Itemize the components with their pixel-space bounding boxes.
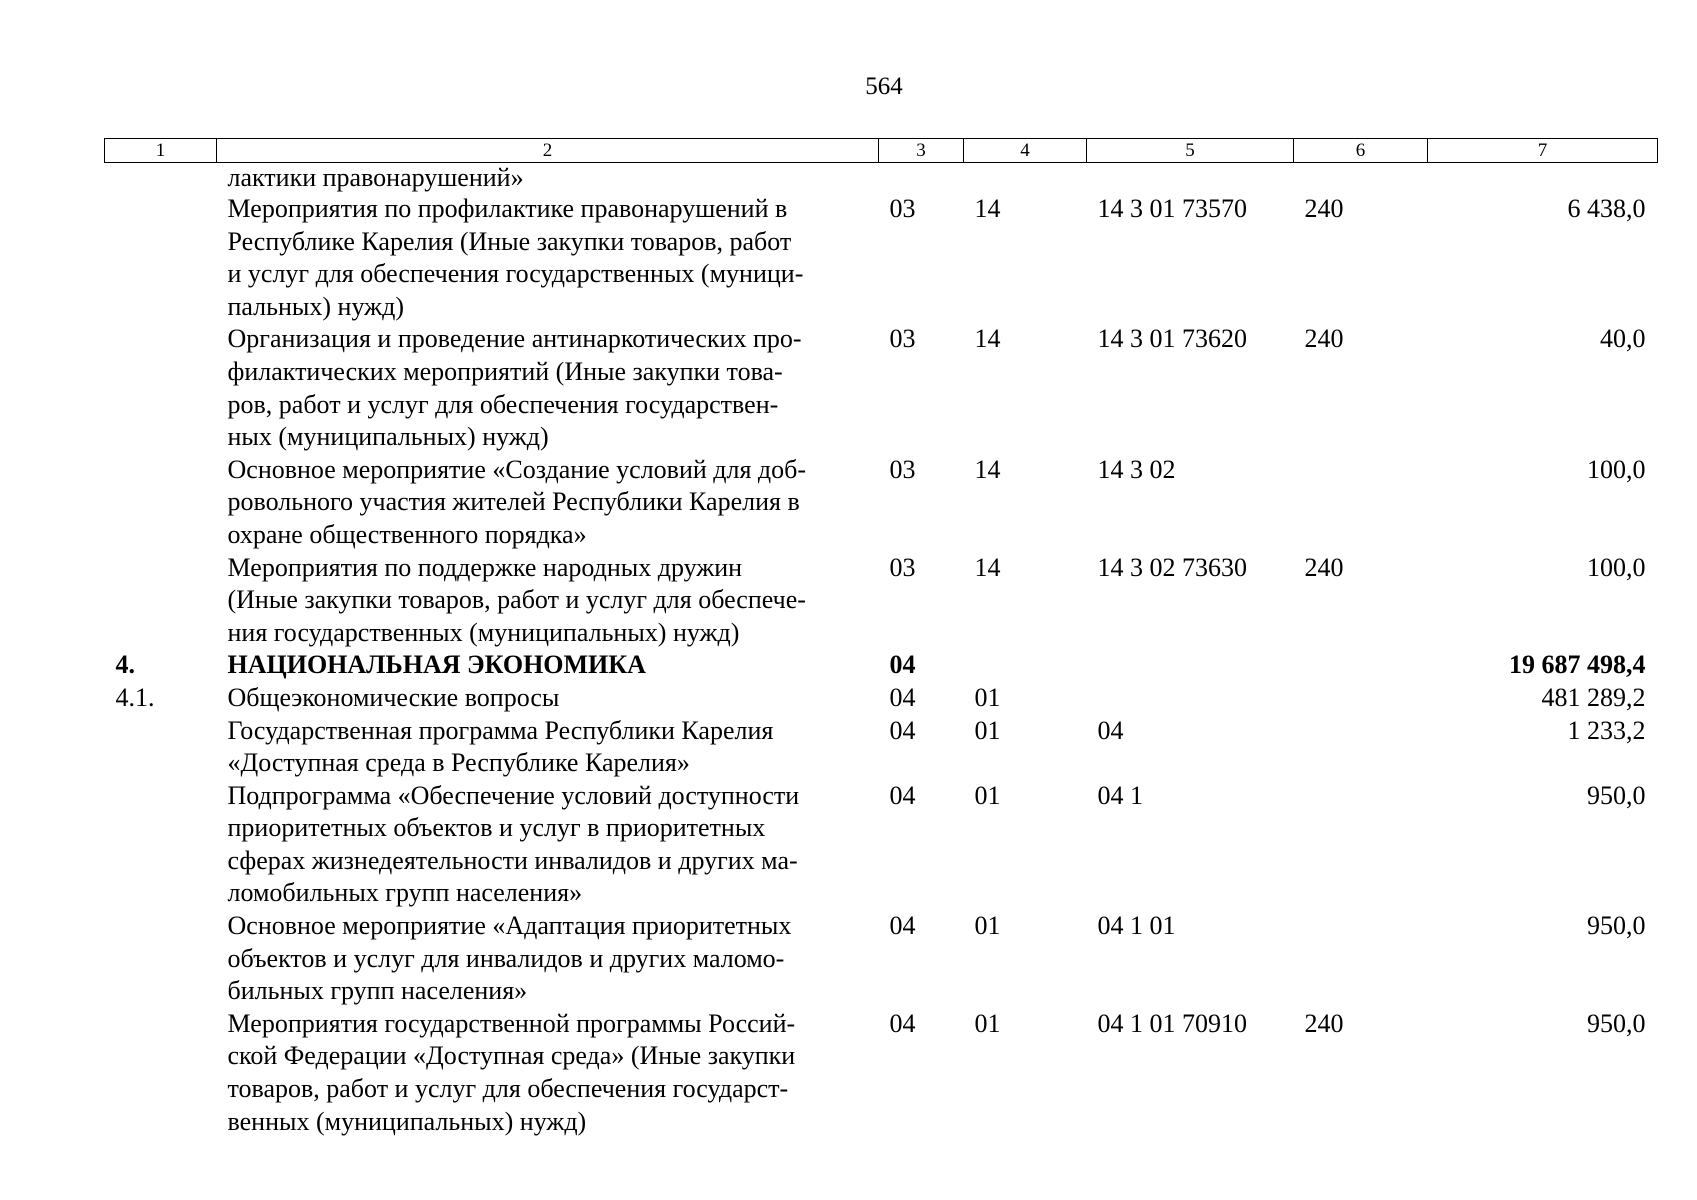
section-code: 04 (889, 715, 916, 745)
row-name (217, 323, 879, 453)
row-name (217, 780, 879, 910)
row-number (105, 715, 217, 780)
row-name-line: пальных) нужд) (227, 291, 404, 321)
row-name-line: Государственная программа Республики Карелия (227, 715, 774, 745)
row-number (105, 910, 217, 1008)
header-cell-2: 2 (217, 139, 879, 163)
table-row (105, 649, 1658, 682)
row-name-line: (Иные закупки товаров, работ и услуг для обеспече- (227, 585, 806, 615)
amount: 6 438,0 (1567, 194, 1646, 223)
section-code: 04 (889, 911, 916, 941)
amount: 950,0 (1587, 780, 1646, 810)
row-name-line: ров, работ и услуг для обеспечения государствен- (227, 389, 779, 419)
target-article-code: 04 1 (1097, 780, 1143, 810)
row-number (105, 163, 217, 194)
expense-type-code (1294, 682, 1428, 715)
row-name-line: и услуг для обеспечения государственных (муници- (227, 259, 804, 289)
row-name (217, 163, 879, 194)
row-name-line: Республике Карелия (Иные закупки товаров, работ (227, 226, 792, 256)
target-article-code: 04 (1097, 715, 1124, 745)
row-number: 4. (115, 650, 135, 680)
section-code: 03 (889, 454, 916, 484)
row-name-line: Организация и проведение антинаркотических про- (227, 324, 802, 354)
expense-type-code (1294, 910, 1428, 1008)
row-number (105, 780, 217, 910)
target-article-code: 14 3 02 73630 (1097, 552, 1247, 582)
row-name-line: филактических мероприятий (Иные закупки това- (227, 356, 783, 386)
header-cell-4: 4 (964, 139, 1087, 163)
amount: 100,0 (1587, 454, 1646, 484)
amount: 950,0 (1587, 911, 1646, 941)
header-cell-5: 5 (1087, 139, 1294, 163)
section-code: 04 (889, 650, 916, 680)
table-row (105, 1008, 1658, 1138)
table-row (105, 454, 1658, 552)
row-name-line: ской Федерации «Доступная среда» (Иные закупки (227, 1041, 796, 1071)
section-code: 04 (889, 1008, 916, 1038)
section-code: 04 (889, 682, 916, 712)
table-row (105, 323, 1658, 453)
expense-type-code: 240 (1304, 1008, 1344, 1038)
row-name-line: бильных групп населения» (227, 976, 528, 1006)
header-cell-1: 1 (105, 139, 217, 163)
row-name-line: Мероприятия по профилактике правонарушений в (227, 194, 788, 223)
expense-type-code: 240 (1304, 552, 1344, 582)
target-article-code (1087, 163, 1294, 194)
header-cell-7: 7 (1428, 139, 1658, 163)
subsection-code: 01 (974, 911, 1001, 941)
target-article-code: 14 3 02 (1097, 454, 1176, 484)
subsection-code: 01 (974, 682, 1001, 712)
expense-type-code: 240 (1304, 194, 1344, 223)
row-name-line: ломобильных групп населения» (227, 878, 583, 908)
table-row (105, 910, 1658, 1008)
subsection-code (964, 163, 1087, 194)
expense-type-code (1294, 780, 1428, 910)
row-name-line: ровольного участия жителей Республики Карелия в (227, 487, 800, 517)
target-article-code (1087, 682, 1294, 715)
row-number (105, 193, 217, 323)
amount (1428, 163, 1658, 194)
table-row (105, 682, 1658, 715)
row-name-line: НАЦИОНАЛЬНАЯ ЭКОНОМИКА (227, 650, 646, 680)
row-name-line: товаров, работ и услуг для обеспечения государст- (227, 1074, 789, 1104)
section-code: 03 (889, 194, 916, 223)
row-name-line: венных (муниципальных) нужд) (227, 1106, 587, 1136)
subsection-code: 01 (974, 780, 1001, 810)
subsection-code: 01 (974, 1008, 1001, 1038)
target-article-code (1087, 649, 1294, 682)
table-row (105, 163, 1658, 194)
table-body (105, 163, 1658, 1139)
header-cell-3: 3 (879, 139, 964, 163)
table-row (105, 780, 1658, 910)
subsection-code: 14 (974, 454, 1001, 484)
subsection-code: 14 (974, 324, 1001, 354)
target-article-code: 14 3 01 73570 (1097, 194, 1247, 223)
amount: 950,0 (1587, 1008, 1646, 1038)
row-name-line: приоритетных объектов и услуг в приоритетных (227, 813, 766, 843)
row-name-line: лактики правонарушений» (227, 163, 524, 192)
row-name-line: сферах жизнедеятельности инвалидов и других ма- (227, 845, 798, 875)
row-name (217, 1008, 879, 1138)
expense-type-code (1294, 649, 1428, 682)
target-article-code: 14 3 01 73620 (1097, 324, 1247, 354)
expense-type-code (1294, 715, 1428, 780)
section-code: 03 (889, 552, 916, 582)
table-row (105, 552, 1658, 650)
row-name (217, 552, 879, 650)
header-cell-6: 6 (1294, 139, 1428, 163)
amount: 40,0 (1600, 324, 1646, 354)
table-row (105, 193, 1658, 323)
row-number (105, 1008, 217, 1138)
subsection-code: 14 (974, 552, 1001, 582)
amount: 19 687 498,4 (1509, 650, 1646, 680)
header-row (105, 139, 1658, 163)
row-name-line: Подпрограмма «Обеспечение условий доступности (227, 780, 800, 810)
row-name-line: «Доступная среда в Республике Карелия» (227, 748, 690, 778)
expense-type-code: 240 (1304, 324, 1344, 354)
target-article-code: 04 1 01 (1097, 911, 1176, 941)
row-name-line: Основное мероприятие «Адаптация приоритетных (227, 911, 792, 941)
section-code (879, 163, 964, 194)
row-name (217, 910, 879, 1008)
page-number: 564 (865, 73, 903, 100)
budget-table (104, 138, 1658, 1138)
table-row (105, 715, 1658, 780)
subsection-code: 14 (974, 194, 1001, 223)
target-article-code: 04 1 01 70910 (1097, 1008, 1247, 1038)
row-number: 4.1. (115, 682, 155, 712)
row-name-line: объектов и услуг для инвалидов и других маломо- (227, 943, 785, 973)
row-number (105, 323, 217, 453)
section-code: 04 (889, 780, 916, 810)
section-code: 03 (889, 324, 916, 354)
amount: 481 289,2 (1541, 682, 1646, 712)
row-number (105, 454, 217, 552)
row-name-line: Общеэкономические вопросы (227, 682, 560, 712)
row-name-line: Основное мероприятие «Создание условий для доб- (227, 454, 807, 484)
row-name-line: охране общественного порядка» (227, 519, 587, 549)
expense-type-code (1294, 163, 1428, 194)
amount: 1 233,2 (1567, 715, 1646, 745)
subsection-code (964, 649, 1087, 682)
row-name-line: Мероприятия по поддержке народных дружин (227, 552, 743, 582)
row-name (217, 454, 879, 552)
row-name (217, 649, 879, 682)
row-name-line: Мероприятия государственной программы Россий- (227, 1008, 796, 1038)
row-name (217, 715, 879, 780)
amount: 100,0 (1587, 552, 1646, 582)
row-name-line: ных (муниципальных) нужд) (227, 422, 549, 452)
row-name (217, 193, 879, 323)
row-name-line: ния государственных (муниципальных) нужд) (227, 617, 740, 647)
row-name (217, 682, 879, 715)
row-number (105, 552, 217, 650)
subsection-code: 01 (974, 715, 1001, 745)
expense-type-code (1294, 454, 1428, 552)
